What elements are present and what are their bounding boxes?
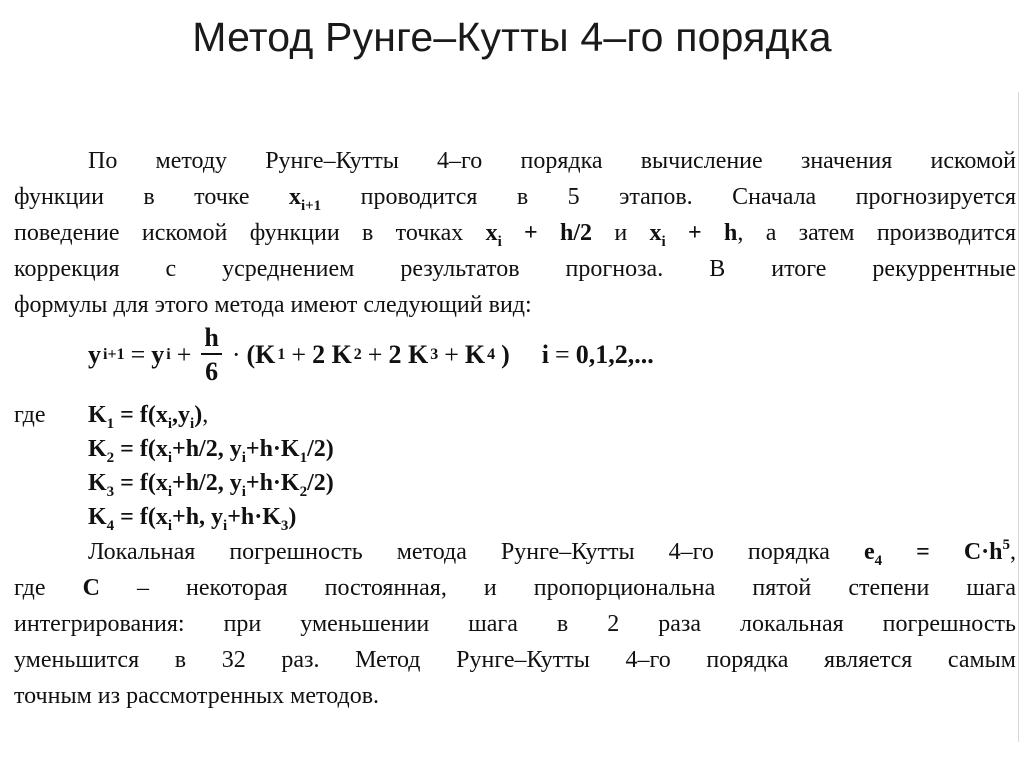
slide-border-line (1018, 92, 1019, 742)
fraction-h-over-6: $\frac{h}{6}$ (201, 325, 221, 385)
slide-title: Метод Рунге–Кутты 4–го порядка (192, 14, 832, 60)
definition-k2: $K_2 = f(x_i+h/2$, $y_i+h\cdot K_1/2$) (88, 436, 334, 466)
error-line-5: точным из рассмотренных методов. (14, 683, 380, 709)
runge-kutta-formula: y i+1 = y i + $\frac{h}{6}$ · (K 1 + 2 K 2 + 2 K 3 + K 4 ) i = 0,1,2,... (88, 323, 654, 386)
intro-line-5: формулы для этого метода имеют следующий вид: (14, 292, 532, 318)
error-line-3: интегрирования: при уменьшении шага в 2 раза локальная погрешность (14, 611, 1016, 637)
definition-k4: $K_4 = f(x_i+h$, $y_i+h\cdot K_3$) (88, 504, 297, 534)
error-line-2: где C – некоторая постоянная, и пропорциональна пятой степени шага (14, 575, 1016, 601)
definition-k3: $K_3 = f(x_i+h/2$, $y_i+h\cdot K_2/2$) (88, 470, 334, 500)
error-line-1: Локальная погрешность метода Рунге–Кутты 4–го порядка $e_4 = C\cdot h^5$, (88, 537, 1016, 569)
error-paragraph (14, 534, 1016, 714)
error-line-4: уменьшится в 32 раз. Метод Рунге–Кутты 4–го порядка является самым (14, 647, 1016, 673)
intro-line-3: поведение искомой функции в точках $x_i + h/2$ и $x_i + h$, а затем производится (14, 220, 1016, 250)
definition-k1: где $K_1 = f(x_i,y_i)$ , (14, 398, 334, 432)
intro-line-1: По методу Рунге–Кутты 4–го порядка вычисление значения искомой (88, 148, 1016, 174)
intro-line-2: функции в точке $x_{i+1}$ проводится в 5 этапов. Сначала прогнозируется (14, 184, 1016, 214)
intro-paragraph (14, 143, 1016, 323)
where-label: где (14, 402, 46, 428)
k-definitions (14, 398, 334, 534)
intro-line-4: коррекция с усреднением результатов прогноза. В итоге рекуррентные (14, 256, 1016, 282)
